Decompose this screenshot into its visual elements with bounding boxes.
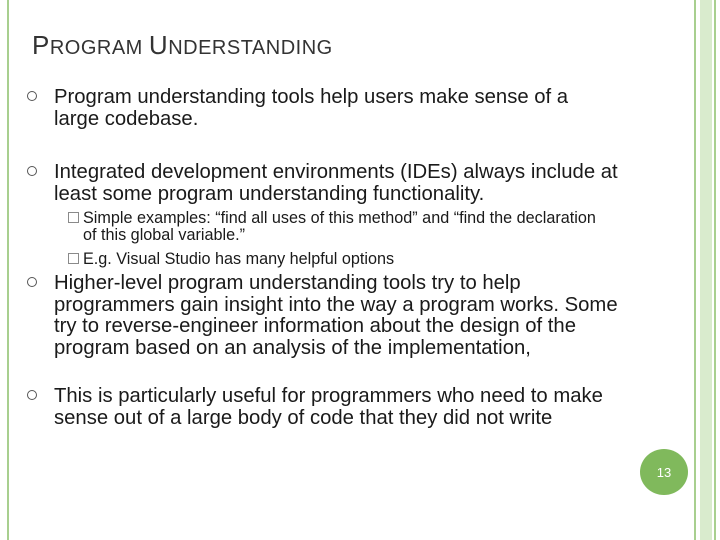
circle-bullet-icon	[27, 166, 37, 176]
title-initial: U	[148, 30, 169, 60]
sub-bullet-item	[83, 210, 603, 244]
circle-bullet-icon	[27, 390, 37, 400]
circle-bullet-icon	[27, 277, 37, 287]
square-bullet-icon	[68, 253, 79, 264]
bullet-text: Program understanding tools help users make sense of a large codebase.	[54, 86, 569, 130]
bullet-text: Higher-level program understanding tools try to help programmers gain insight into the way a program works. Some try to reverse-engineer information about the design of the program based on an analysis of the implementation,	[54, 272, 618, 359]
sub-bullet-text: Simple examples: “find all uses of this method” and “find the declaration of this global variable.”	[83, 209, 596, 244]
bullet-item	[54, 273, 626, 359]
square-bullet-icon	[68, 212, 79, 223]
right-border-line-outer	[714, 0, 716, 540]
sub-bullet-item	[83, 251, 603, 268]
bullet-item	[54, 162, 634, 205]
page-number-badge: 13	[640, 449, 688, 495]
slide-title	[32, 30, 333, 61]
left-border-line	[7, 0, 9, 540]
circle-bullet-icon	[27, 91, 37, 101]
title-rest: NDERSTANDING	[168, 37, 333, 59]
title-initial: P	[32, 30, 50, 60]
bullet-item	[54, 386, 614, 429]
bullet-item	[54, 87, 614, 130]
right-border-line	[694, 0, 696, 540]
title-rest: ROGRAM	[49, 37, 149, 59]
right-border-band	[700, 0, 712, 540]
bullet-text: This is particularly useful for programmers who need to make sense out of a large body of code that they did not write	[54, 385, 603, 429]
sub-bullet-text: E.g. Visual Studio has many helpful options	[83, 250, 395, 268]
bullet-text: Integrated development environments (IDEs) always include at least some program understanding functionality.	[54, 161, 618, 205]
